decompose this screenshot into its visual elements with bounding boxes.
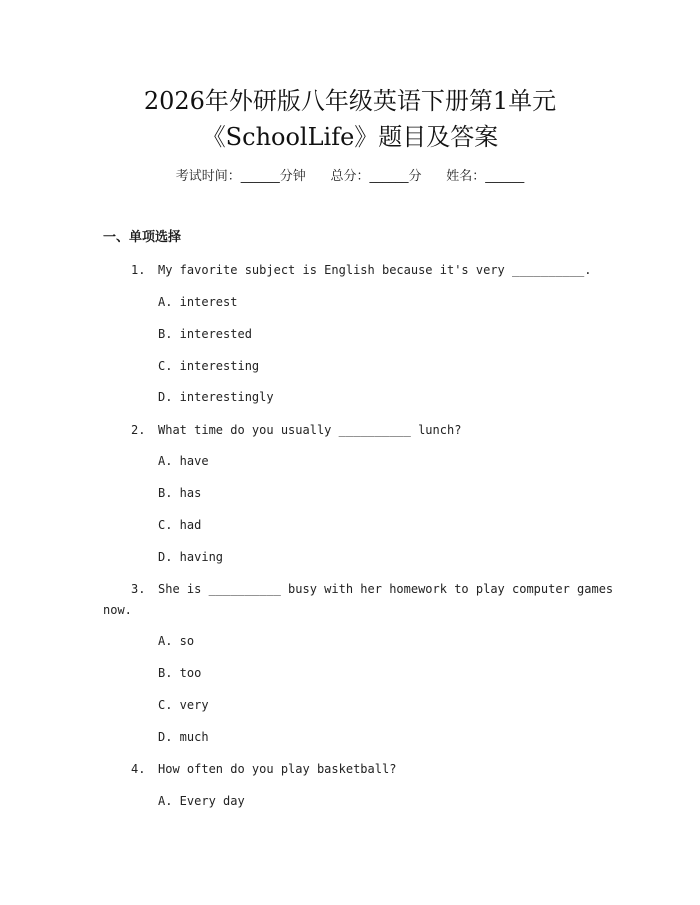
question-3-option-d: D. much xyxy=(158,730,209,744)
question-1-option-a: A. interest xyxy=(158,295,238,309)
question-4-option-a: A. Every day xyxy=(158,794,245,808)
question-1-option-d: D. interestingly xyxy=(158,390,274,404)
question-2-option-d: D. having xyxy=(158,550,224,564)
question-3-number: 3. xyxy=(131,582,146,596)
question-3-option-c: C. very xyxy=(158,698,209,712)
question-1-option-c: C. interesting xyxy=(158,359,260,373)
title-line-1: 2026年外研版八年级英语下册第1单元 xyxy=(143,87,557,115)
title-line-2: 《SchoolLife》题目及答案 xyxy=(201,123,499,151)
question-4-text: How often do you play basketball? xyxy=(158,762,397,776)
question-2-text: What time do you usually __________ lunch? xyxy=(158,423,462,437)
section-title: 一、单项选择 xyxy=(103,230,182,245)
question-1-number: 1. xyxy=(131,263,146,277)
question-3-option-b: B. too xyxy=(158,666,202,680)
question-4-number: 4. xyxy=(131,762,146,776)
question-3-text-continued: now. xyxy=(103,603,132,617)
question-1-option-b: B. interested xyxy=(158,327,252,341)
exam-meta-info: 考试时间：______分钟 总分：______分 姓名：______ xyxy=(175,169,525,184)
question-1-text: My favorite subject is English because it's very __________. xyxy=(158,263,592,277)
question-2-option-b: B. has xyxy=(158,486,202,500)
question-2-option-a: A. have xyxy=(158,454,209,468)
question-3-text: She is __________ busy with her homework to play computer games xyxy=(158,582,614,596)
question-2-number: 2. xyxy=(131,423,146,437)
question-2-option-c: C. had xyxy=(158,518,202,532)
question-3-option-a: A. so xyxy=(158,634,195,648)
